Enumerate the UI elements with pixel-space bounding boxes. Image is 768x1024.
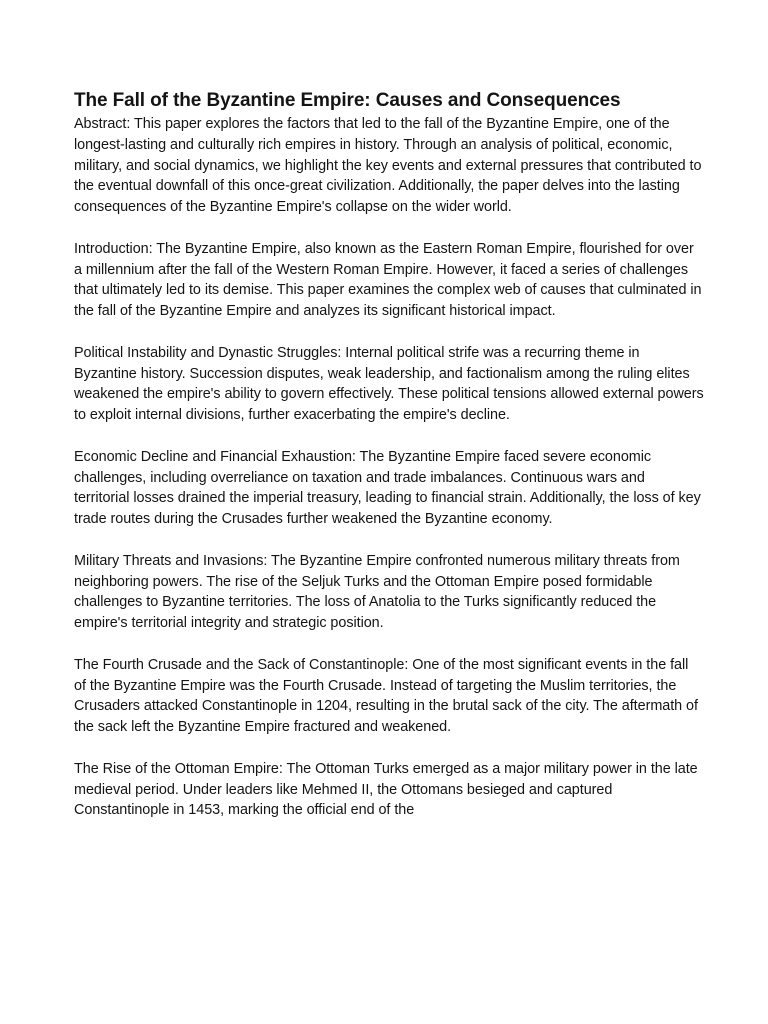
- paragraph-ottoman-rise: The Rise of the Ottoman Empire: The Ottoman Turks emerged as a major military power in the late medieval period. Under leaders like Mehmed II, the Ottomans besieged and captured Constantinople in 1453, marking the official end of the: [74, 760, 698, 819]
- paragraph-military-threats: Military Threats and Invasions: The Byzantine Empire confronted numerous military threats from neighboring powers. The rise of the Seljuk Turks and the Ottoman Empire posed formidable challenges to Byzantine territories. The loss of Anatolia to the Turks significantly reduced the empire's territorial integrity and strategic position.: [74, 552, 680, 632]
- document-title: The Fall of the Byzantine Empire: Causes and Consequences: [74, 90, 621, 111]
- paragraph-abstract: Abstract: This paper explores the factors that led to the fall of the Byzantine Empire, one of the longest-lasting and culturally rich empires in history. Through an analysis of political, economic, military, and social dynamics, we highlight the key events and external pressures that contributed to the eventual downfall of this once-great civilization. Additionally, the paper delves into the lasting consequences of the Byzantine Empire's collapse on the wider world.: [74, 116, 702, 216]
- paragraph-economic-decline: Economic Decline and Financial Exhaustion: The Byzantine Empire faced severe economic challenges, including overreliance on taxation and trade imbalances. Continuous wars and territorial losses drained the imperial treasury, leading to financial strain. Additionally, the loss of key trade routes during the Crusades further weakened the Byzantine economy.: [74, 448, 701, 528]
- paragraph-fourth-crusade: The Fourth Crusade and the Sack of Constantinople: One of the most significant events in the fall of the Byzantine Empire was the Fourth Crusade. Instead of targeting the Muslim territories, the Crusaders attacked Constantinople in 1204, resulting in the brutal sack of the city. The aftermath of the sack left the Byzantine Empire fractured and weakened.: [74, 656, 698, 736]
- paragraph-introduction: Introduction: The Byzantine Empire, also known as the Eastern Roman Empire, flourished for over a millennium after the fall of the Western Roman Empire. However, it faced a series of challenges that ultimately led to its demise. This paper examines the complex web of causes that culminated in the fall of the Byzantine Empire and analyzes its significant historical impact.: [74, 240, 702, 320]
- paragraph-political-instability: Political Instability and Dynastic Struggles: Internal political strife was a recurring theme in Byzantine history. Succession disputes, weak leadership, and factionalism among the ruling elites weakened the empire's ability to govern effectively. These political tensions allowed external powers to exploit internal divisions, further exacerbating the empire's decline.: [74, 344, 704, 424]
- document-page: [74, 88, 704, 842]
